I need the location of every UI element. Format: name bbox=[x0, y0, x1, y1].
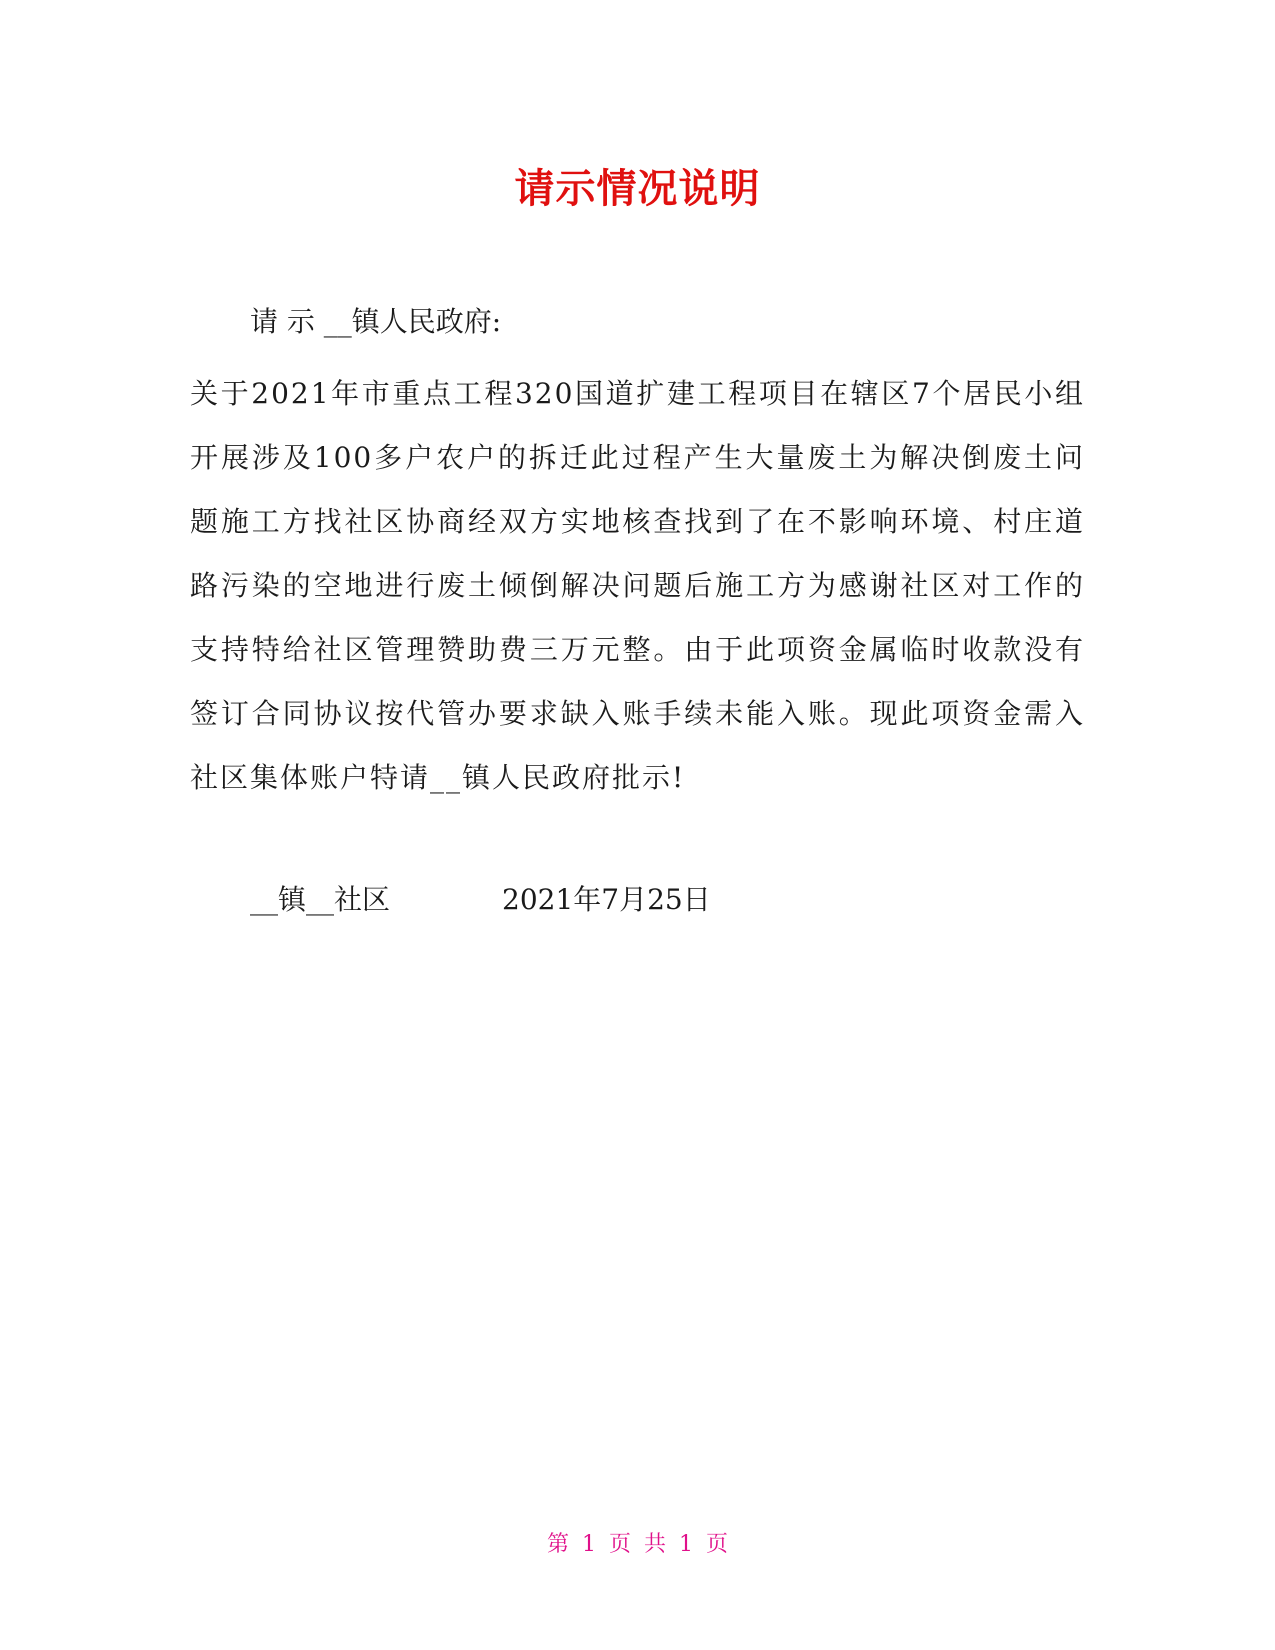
signature-line bbox=[250, 880, 711, 920]
body-paragraph: 关于2021年市重点工程320国道扩建工程项目在辖区7个居民小组开展涉及100多户农户的拆迁此过程产生大量废土为解决倒废土问题施工方找社区协商经双方实地核查找到了在不影响环境、村庄道路污染的空地进行废土倾倒解决问题后施工方为感谢社区对工作的支持特给社区管理赞助费三万元整。由于此项资金属临时收款没有签订合同协议按代管办要求缺入账手续未能入账。现此项资金需入社区集体账户特请__镇人民政府批示! bbox=[190, 377, 1085, 794]
document-title: 请示情况说明 bbox=[514, 166, 761, 212]
signature-date: 2021年7月25日 bbox=[502, 883, 711, 916]
page-number-footer: 第 1 页 共 1 页 bbox=[547, 1532, 728, 1557]
signature-org: __镇__社区 bbox=[250, 883, 391, 916]
salutation-line: 请 示 __镇人民政府: bbox=[250, 305, 502, 338]
